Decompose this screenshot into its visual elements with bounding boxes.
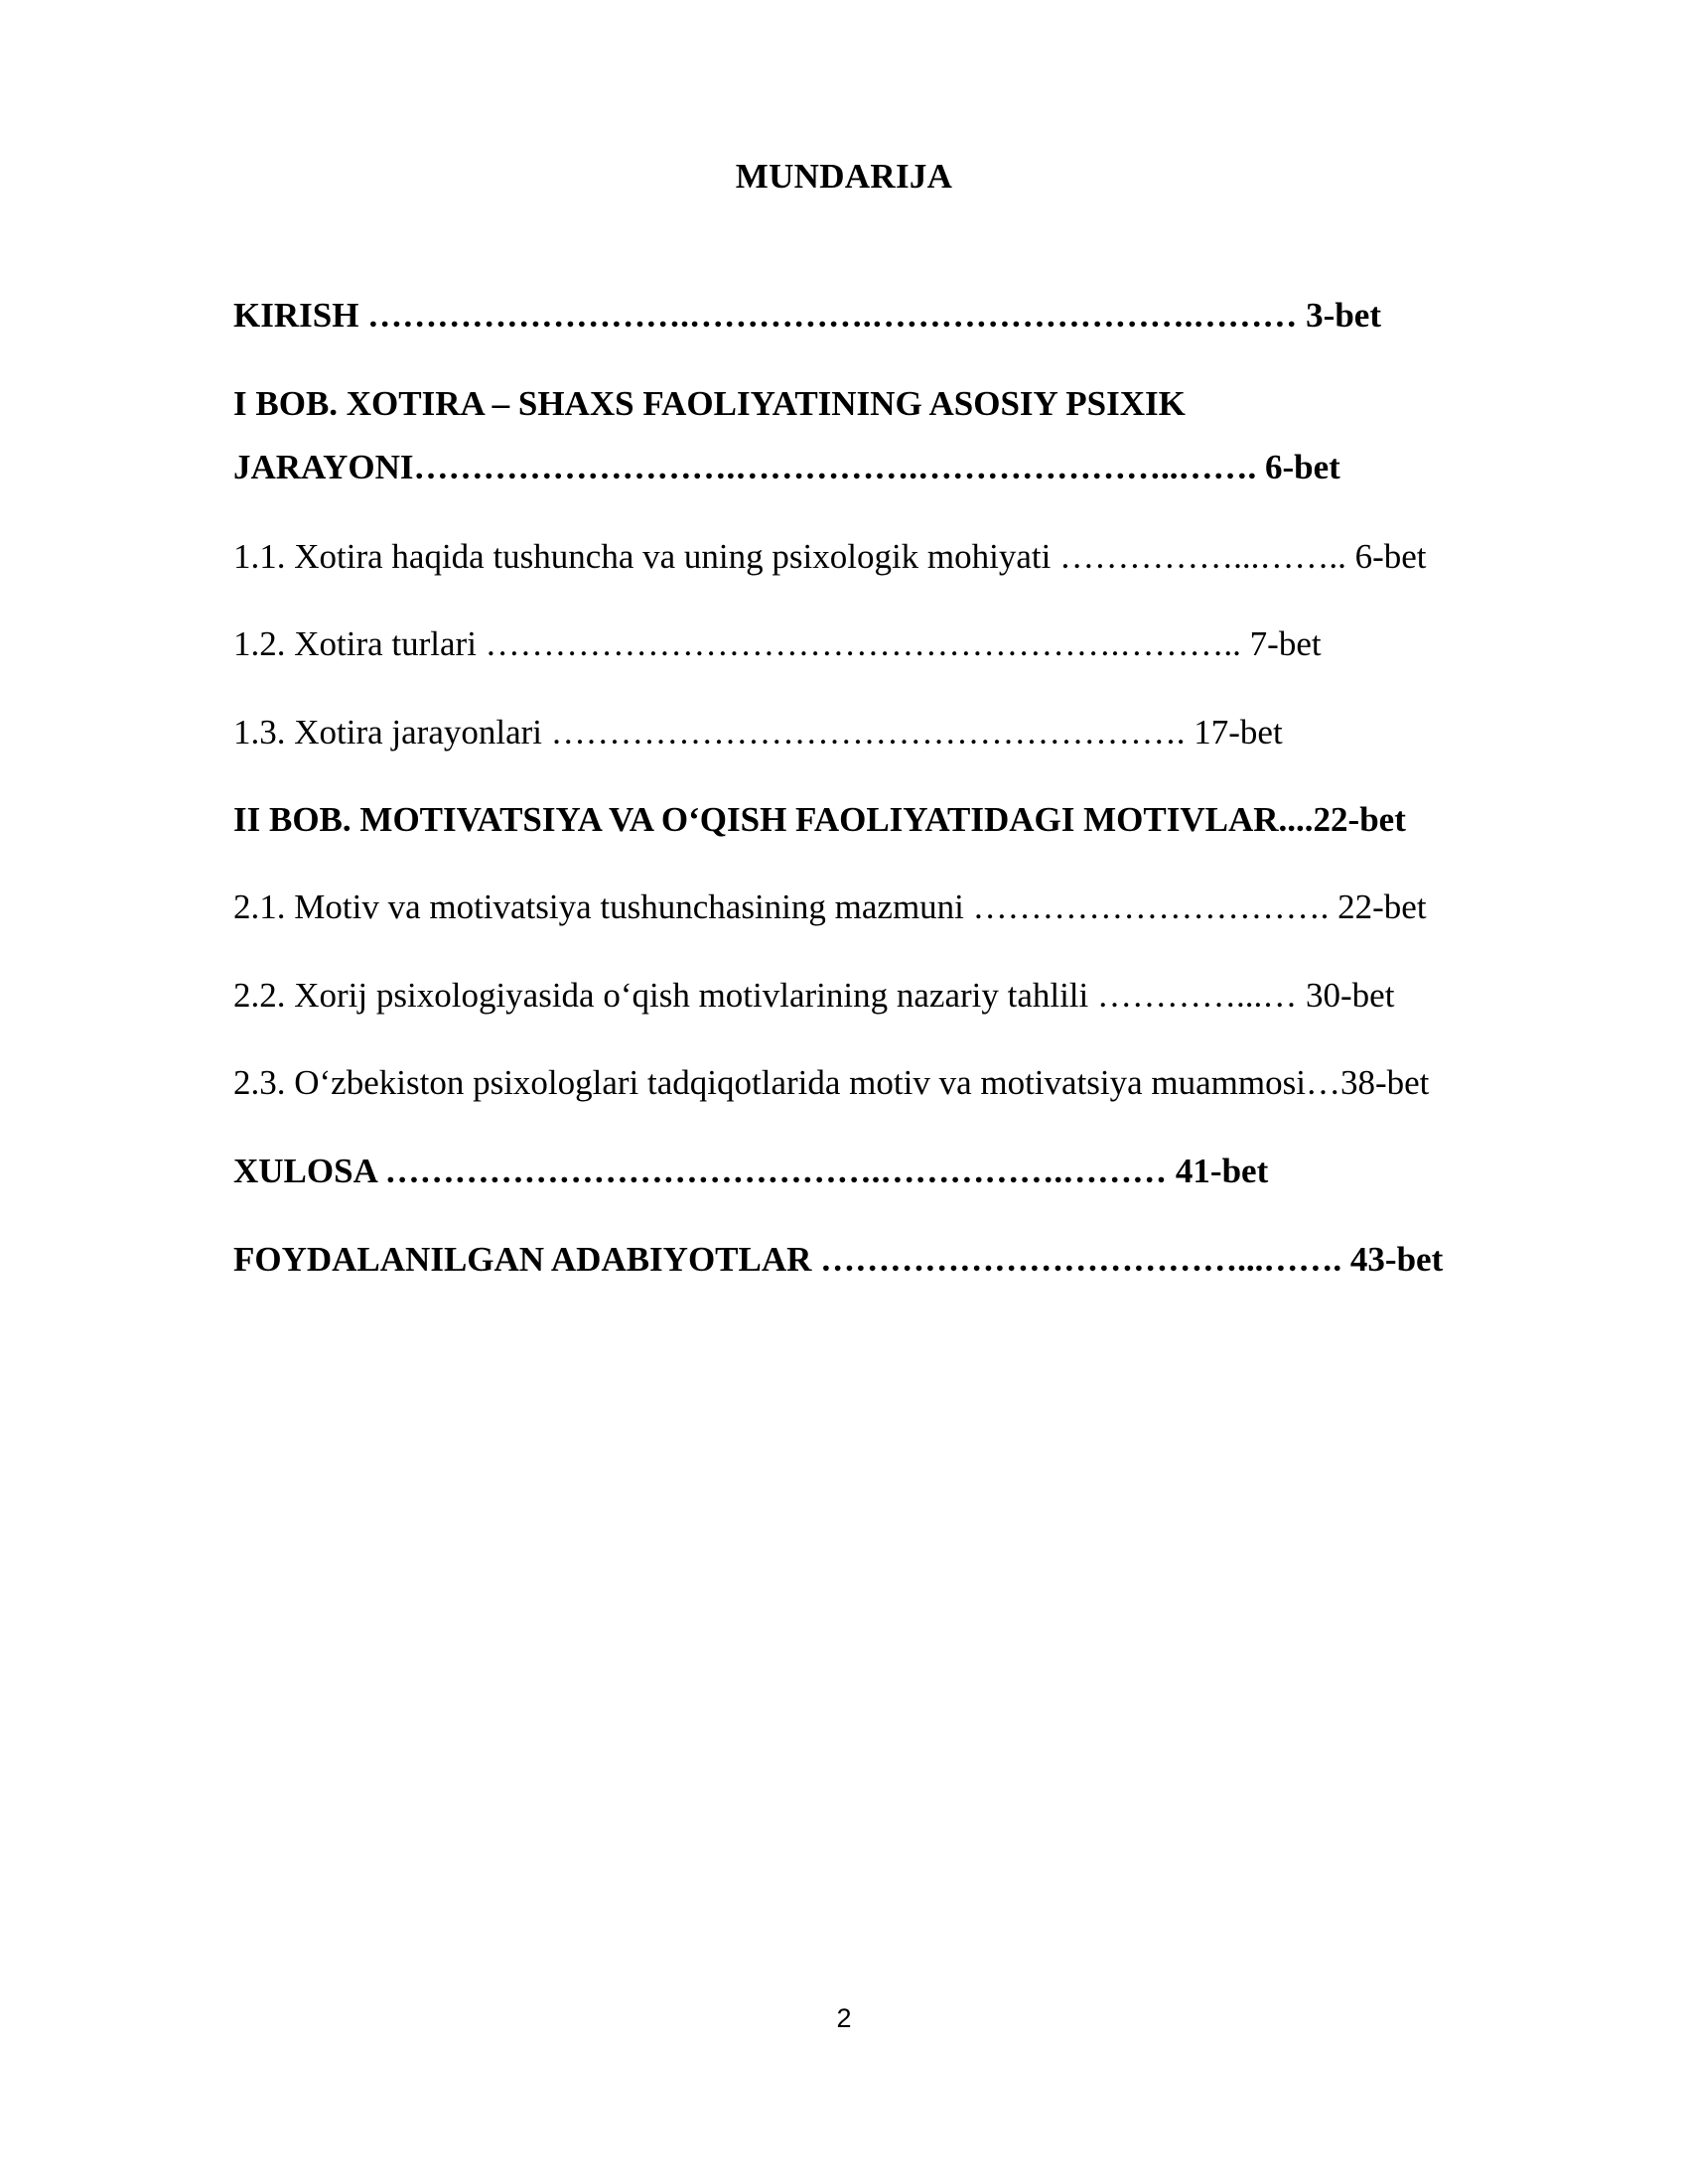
toc-entry-xulosa: XULOSA …………………………………….…………….……… 41-bet [233, 1152, 1269, 1190]
page-number: 2 [836, 2003, 852, 2033]
toc-entry-2-1: 2.1. Motiv va motivatsiya tushunchasining mazmuni …………………………. 22-bet [233, 887, 1427, 926]
toc-entry-1-1: 1.1. Xotira haqida tushuncha va uning psixologik mohiyati ……………...…….. 6-bet [233, 537, 1427, 576]
toc-entry-references: FOYDALANILGAN ADABIYOTLAR ………………………………...……. 43-bet [233, 1240, 1444, 1279]
toc-entry-kirish: KIRISH ……………………….…………….……………………….……… 3-bet [233, 296, 1381, 335]
toc-entry-2-2: 2.2. Xorij psixologiyasida o‘qish motivlarining nazariy tahlili …………...… 30-bet [233, 976, 1395, 1015]
toc-entry-1-2: 1.2. Xotira turlari ……………………………………………….……….. 7-bet [233, 624, 1322, 663]
toc-entry-chapter-2: II BOB. MOTIVATSIYA VA O‘QISH FAOLIYATIDAGI MOTIVLAR....22-bet [233, 800, 1406, 839]
toc-entry-1-3: 1.3. Xotira jarayonlari ………………………………………………. 17-bet [233, 713, 1283, 751]
page-title: MUNDARIJA [735, 157, 953, 196]
toc-entry-2-3: 2.3. O‘zbekiston psixologlari tadqiqotlarida motiv va motivatsiya muammosi…38-bet [233, 1063, 1430, 1102]
toc-entry-chapter-1-line-1: I BOB. XOTIRA – SHAXS FAOLIYATINING ASOSIY PSIXIK [233, 384, 1186, 423]
toc-entry-chapter-1-line-2: JARAYONI……………………….…………….…………………..……. 6-bet [233, 448, 1340, 486]
